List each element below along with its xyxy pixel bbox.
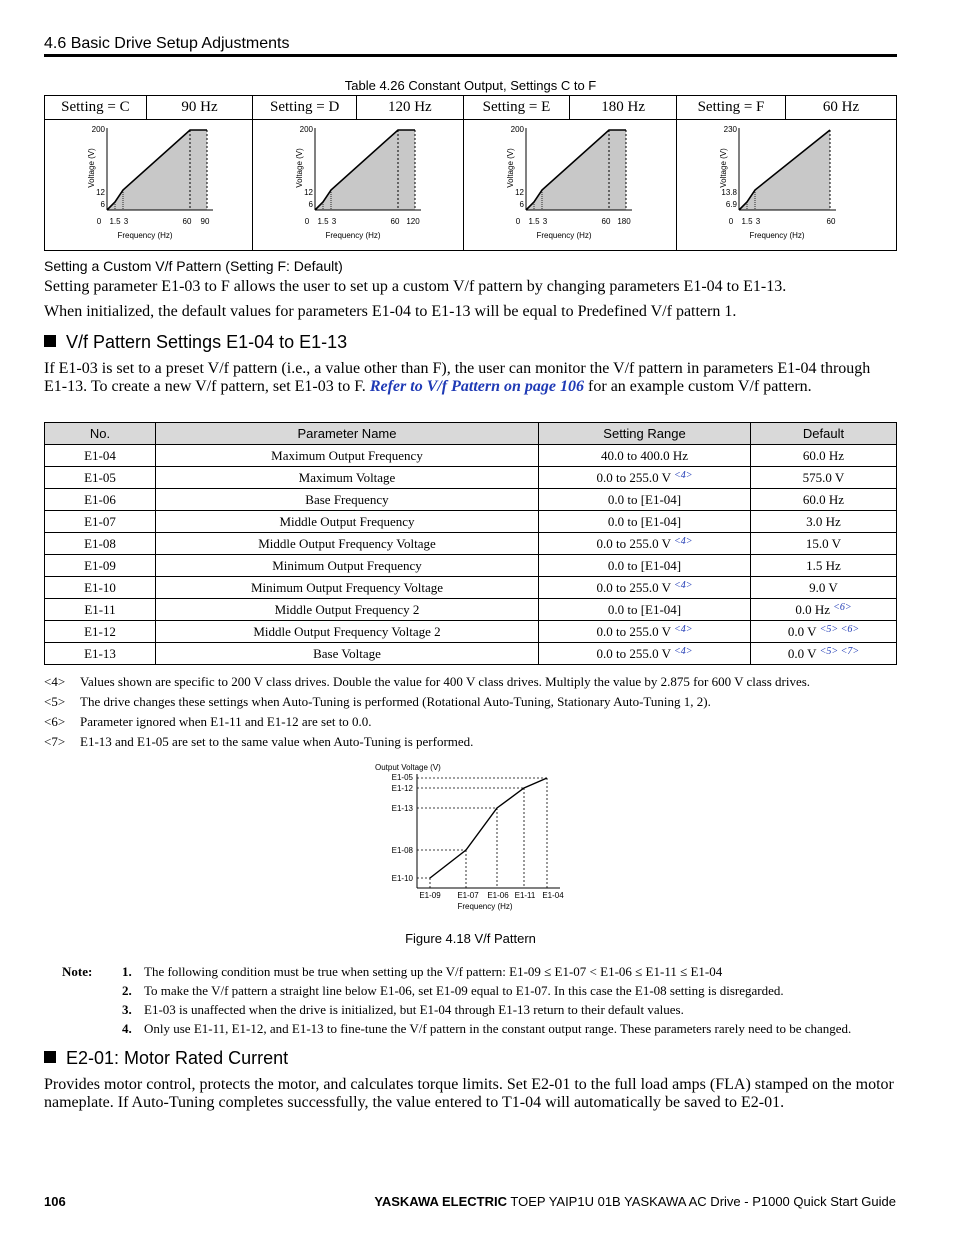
y-tick-label: 230 [723, 125, 737, 134]
x-tick-label: 1.5 [317, 217, 329, 226]
param-no-text: E1-09 [84, 557, 116, 573]
param-range [539, 599, 751, 621]
param-name [156, 577, 539, 599]
chart-cell [253, 120, 463, 251]
table-row [45, 489, 897, 511]
custom-vf-paragraph-2: When initialized, the default values for parameters E1-04 to E1-13 will be equal to Predefined V/f pattern 1. [44, 303, 737, 320]
param-no-text: E1-08 [84, 535, 116, 551]
param-no [45, 445, 156, 467]
vf-chart-setting-f [677, 120, 896, 245]
x-axis-label: Frequency (Hz) [325, 231, 381, 240]
param-name-text: Middle Output Frequency Voltage [258, 535, 436, 551]
param-default [751, 599, 897, 621]
y-axis-label: Output Voltage (V) [375, 763, 441, 772]
param-name-text: Maximum Output Frequency [271, 447, 423, 463]
param-name [156, 533, 539, 555]
vf-body-part-1: If E1-03 is set to a preset V/f pattern (i.e., a value other than F), the user can monitor the V/f pattern in parameters E1-04 through E1-13. To create a new V/f pattern, set E1-03 to F. [44, 360, 871, 395]
param-range-text: 40.0 to 400.0 Hz [600, 447, 689, 463]
note-text: Only use E1-11, E1-12, and E1-13 to fine-tune the V/f pattern in the constant output range. These parameters rarely need to be changed. [144, 1021, 852, 1036]
note-item [122, 1002, 902, 1018]
x-tick-label: 60 [601, 217, 611, 226]
note-number: 4. [122, 1021, 132, 1036]
x-tick-label: 0 [515, 217, 520, 226]
setting-label: Setting = D [253, 96, 357, 120]
e201-paragraph: Provides motor control, protects the motor, and calculates torque limits. Set E2-01 to the full load amps (FLA) stamped on the motor nameplate. If Auto-Tuning completes successfully, the value entered to T1-04 will automatically be saved to E2-01. [44, 1076, 894, 1111]
y-tick-label: 13.8 [721, 188, 737, 197]
param-range [539, 467, 751, 489]
param-name [156, 467, 539, 489]
param-no [45, 621, 156, 643]
param-no [45, 555, 156, 577]
param-name-text: Middle Output Frequency [279, 513, 415, 529]
vf-pattern-page-link[interactable]: Refer to V/f Pattern on page 106 [369, 378, 585, 395]
y-tick-label: 200 [299, 125, 314, 134]
x-axis-label: Frequency (Hz) [536, 231, 592, 240]
param-default-text: 15.0 V [805, 535, 842, 551]
footnote-ref-link[interactable]: <4> [674, 469, 693, 481]
section-bullet-icon [44, 335, 56, 347]
chart-cell [45, 120, 253, 251]
footnote-tag: <6> [44, 714, 66, 729]
vf-settings-heading-text: V/f Pattern Settings E1-04 to E1-13 [66, 332, 348, 352]
y-axis-label: Voltage (V) [505, 148, 515, 188]
y-tick-label: E1-08 [391, 846, 413, 855]
param-range-text: 0.0 to [E1-04] [607, 491, 682, 507]
table-row [45, 599, 897, 621]
param-default [751, 643, 897, 665]
col-header-range: Setting Range [539, 423, 751, 445]
param-default-text: 0.0 V [787, 645, 817, 661]
footer-brand: YASKAWA ELECTRIC [374, 1194, 508, 1209]
x-tick-label: 1.5 [741, 217, 753, 226]
param-default [751, 467, 897, 489]
param-no [45, 511, 156, 533]
setting-freq: 180 Hz [570, 96, 677, 120]
table-row [45, 533, 897, 555]
footnote-ref-link[interactable]: <4> [674, 535, 693, 547]
param-name [156, 643, 539, 665]
param-name-text: Base Voltage [313, 645, 381, 661]
x-axis-label: Frequency (Hz) [749, 231, 805, 240]
y-tick-label: 6.9 [725, 200, 737, 209]
y-tick-label: E1-05 [391, 773, 413, 782]
section-header: 4.6 Basic Drive Setup Adjustments [44, 35, 290, 52]
param-no-text: E1-13 [84, 645, 116, 661]
footnote-ref-link[interactable]: <5> <6> [819, 623, 860, 635]
x-tick-label: E1-11 [514, 891, 536, 900]
footnote-text: Parameter ignored when E1-11 and E1-12 are set to 0.0. [80, 714, 372, 729]
param-name [156, 445, 539, 467]
footnote-ref-link[interactable]: <5> <7> [819, 645, 860, 657]
param-default [751, 445, 897, 467]
param-name-text: Middle Output Frequency 2 [274, 601, 420, 617]
table-row [45, 467, 897, 489]
param-range-text: 0.0 to [E1-04] [607, 557, 682, 573]
parameter-table [44, 422, 897, 665]
param-range [539, 489, 751, 511]
param-range [539, 577, 751, 599]
note-item [122, 983, 902, 999]
setting-freq: 60 Hz [786, 96, 897, 120]
note-item [122, 1021, 902, 1037]
param-default-text: 3.0 Hz [806, 513, 841, 529]
param-no [45, 489, 156, 511]
footnote-ref-link[interactable]: <6> [833, 601, 852, 613]
vf-area [739, 130, 830, 210]
param-range [539, 555, 751, 577]
param-no-text: E1-12 [84, 623, 116, 639]
col-header-name: Parameter Name [156, 423, 539, 445]
param-range [539, 533, 751, 555]
y-tick-label: 12 [514, 188, 524, 197]
param-default [751, 577, 897, 599]
param-default-text: 60.0 Hz [802, 491, 845, 507]
figure-caption: Figure 4.18 V/f Pattern [405, 931, 536, 946]
param-name [156, 621, 539, 643]
y-axis-label: Voltage (V) [718, 148, 728, 188]
table-row [45, 445, 897, 467]
note-text: To make the V/f pattern a straight line below E1-06, set E1-09 equal to E1-07. In this case the E1-08 setting is disregarded. [144, 983, 784, 998]
y-tick-label: 6 [308, 200, 314, 209]
x-tick-label: 3 [332, 217, 337, 226]
y-tick-label: E1-13 [391, 804, 413, 813]
e201-heading-text: E2-01: Motor Rated Current [66, 1048, 289, 1068]
x-tick-label: 0 [728, 217, 734, 226]
page-number: 106 [44, 1194, 66, 1209]
table-row [45, 621, 897, 643]
footnote-ref-link[interactable]: <4> [674, 623, 693, 635]
footnote-tag: <4> [44, 674, 66, 689]
param-default-text: 60.0 Hz [802, 447, 845, 463]
footnote [44, 694, 897, 710]
param-default [751, 533, 897, 555]
footnote [44, 714, 897, 730]
note-text: The following condition must be true when setting up the V/f pattern: E1-09 ≤ E1-07 < E1-06 ≤ E1-11 ≤ E1-04 [144, 964, 723, 979]
param-name [156, 511, 539, 533]
footnote-tag: <7> [44, 734, 66, 749]
custom-vf-heading: Setting a Custom V/f Pattern (Setting F: Default) [44, 258, 343, 274]
table-row [45, 577, 897, 599]
vf-chart-setting-d [253, 120, 462, 245]
x-tick-label: E1-06 [487, 891, 509, 900]
footnote-text: The drive changes these settings when Auto-Tuning is performed (Rotational Auto-Tuning, Stationary Auto-Tuning 1, 2). [80, 694, 711, 709]
x-axis-label: Frequency (Hz) [457, 902, 513, 911]
setting-label: Setting = F [676, 96, 785, 120]
y-axis-label: Voltage (V) [295, 148, 305, 188]
parameter-table-body [45, 445, 897, 665]
param-default [751, 489, 897, 511]
x-tick-label: 1.5 [528, 217, 540, 226]
param-range-text: 0.0 to 255.0 V [596, 535, 671, 551]
footnote [44, 674, 897, 690]
x-tick-label: 60 [826, 217, 836, 226]
y-axis-label: Voltage (V) [87, 148, 96, 188]
y-tick-label: 12 [304, 188, 314, 197]
x-tick-label: 3 [542, 217, 547, 226]
section-bullet-icon [44, 1051, 56, 1063]
param-range-text: 0.0 to 255.0 V [596, 579, 671, 595]
x-tick-label: 3 [123, 217, 129, 226]
footnote-text: E1-13 and E1-05 are set to the same value when Auto-Tuning is performed. [80, 734, 474, 749]
param-no-text: E1-06 [84, 491, 116, 507]
vf-area [315, 130, 415, 210]
y-tick-label: 12 [96, 188, 105, 197]
footnote [44, 734, 897, 750]
param-default [751, 621, 897, 643]
param-no-text: E1-04 [84, 447, 116, 463]
param-default [751, 511, 897, 533]
param-no-text: E1-07 [84, 513, 116, 529]
footnote-tag: <5> [44, 694, 66, 709]
param-default-text: 0.0 V [787, 623, 817, 639]
table-row [45, 511, 897, 533]
param-name-text: Maximum Voltage [298, 469, 396, 485]
param-name [156, 489, 539, 511]
x-tick-label: 0 [305, 217, 310, 226]
table-row [45, 643, 897, 665]
param-no-text: E1-05 [84, 469, 116, 485]
param-default-text: 575.0 V [802, 469, 845, 485]
note-number: 1. [122, 964, 132, 979]
x-tick-label: E1-07 [457, 891, 479, 900]
param-no [45, 577, 156, 599]
x-tick-label: 0 [96, 217, 102, 226]
param-name [156, 555, 539, 577]
x-tick-label: 90 [200, 217, 210, 226]
param-default-text: 9.0 V [809, 579, 838, 595]
footnote-ref-link[interactable]: <4> [674, 645, 693, 657]
param-name-text: Middle Output Frequency Voltage 2 [253, 623, 441, 639]
setting-freq: 120 Hz [357, 96, 464, 120]
y-tick-label: E1-10 [391, 874, 413, 883]
chart-cell [463, 120, 676, 251]
x-tick-label: 3 [755, 217, 761, 226]
col-header-default: Default [751, 423, 897, 445]
param-name-text: Minimum Output Frequency [272, 557, 422, 573]
param-no [45, 467, 156, 489]
vf-chart-setting-e [464, 120, 676, 245]
chart-cell [676, 120, 896, 251]
footer-doc-title [374, 1194, 896, 1209]
setting-label: Setting = C [45, 96, 147, 120]
note-number: 2. [122, 983, 132, 998]
x-tick-label: 60 [390, 217, 400, 226]
vf-settings-heading [44, 332, 347, 353]
param-range-text: 0.0 to 255.0 V [596, 469, 671, 485]
param-no [45, 533, 156, 555]
table-row [45, 555, 897, 577]
param-name-text: Minimum Output Frequency Voltage [251, 579, 443, 595]
footnote-text: Values shown are specific to 200 V class drives. Double the value for 400 V class drives. Multiply the value by 2.875 for 600 V class drives. [80, 674, 811, 689]
param-range-text: 0.0 to [E1-04] [607, 601, 682, 617]
vf-area [526, 130, 626, 210]
vf-chart-setting-c [45, 120, 252, 245]
param-default [751, 555, 897, 577]
x-tick-label: 180 [616, 217, 631, 226]
y-tick-label: 6 [519, 200, 524, 209]
y-tick-label: E1-12 [391, 784, 413, 793]
setting-label: Setting = E [463, 96, 570, 120]
table-caption: Table 4.26 Constant Output, Settings C to F [344, 78, 597, 93]
x-tick-label: 1.5 [109, 217, 121, 226]
param-range [539, 511, 751, 533]
param-no [45, 643, 156, 665]
param-no [45, 599, 156, 621]
y-tick-label: 6 [100, 200, 105, 209]
y-tick-label: 200 [91, 125, 105, 134]
note-number: 3. [122, 1002, 132, 1017]
param-range [539, 643, 751, 665]
constant-output-table [44, 95, 897, 251]
vf-area [107, 130, 207, 210]
note-text: E1-03 is unaffected when the drive is initialized, but E1-04 through E1-13 return to their default values. [144, 1002, 684, 1017]
header-rule [44, 54, 897, 57]
vf-body-part-2: for an example custom V/f pattern. [584, 378, 812, 395]
param-name [156, 599, 539, 621]
x-tick-label: E1-04 [542, 891, 564, 900]
param-no-text: E1-10 [84, 579, 116, 595]
custom-vf-paragraph-1: Setting parameter E1-03 to F allows the user to set up a custom V/f pattern by changing parameters E1-04 to E1-13. [44, 278, 787, 295]
note-label: Note: [62, 964, 93, 979]
param-name-text: Base Frequency [305, 491, 389, 507]
x-tick-label: 120 [406, 217, 420, 226]
vf-settings-paragraph [44, 360, 897, 396]
vf-line [430, 778, 547, 878]
note-item [122, 964, 902, 980]
param-range-text: 0.0 to 255.0 V [596, 645, 671, 661]
param-no-text: E1-11 [84, 601, 116, 617]
setting-freq: 90 Hz [146, 96, 253, 120]
col-header-no: No. [45, 423, 156, 445]
param-default-text: 1.5 Hz [806, 557, 841, 573]
x-tick-label: E1-09 [419, 891, 441, 900]
y-tick-label: 200 [510, 125, 524, 134]
x-tick-label: 60 [182, 217, 192, 226]
e201-heading [44, 1048, 288, 1069]
param-range [539, 445, 751, 467]
param-range [539, 621, 751, 643]
x-axis-label: Frequency (Hz) [117, 231, 173, 240]
footer-doc: TOEP YAIP1U 01B YASKAWA AC Drive - P1000 Quick Start Guide [507, 1194, 896, 1209]
footnote-ref-link[interactable]: <4> [674, 579, 693, 591]
param-range-text: 0.0 to [E1-04] [607, 513, 682, 529]
param-default-text: 0.0 Hz [795, 601, 831, 617]
param-range-text: 0.0 to 255.0 V [596, 623, 671, 639]
vf-pattern-figure [360, 760, 590, 915]
